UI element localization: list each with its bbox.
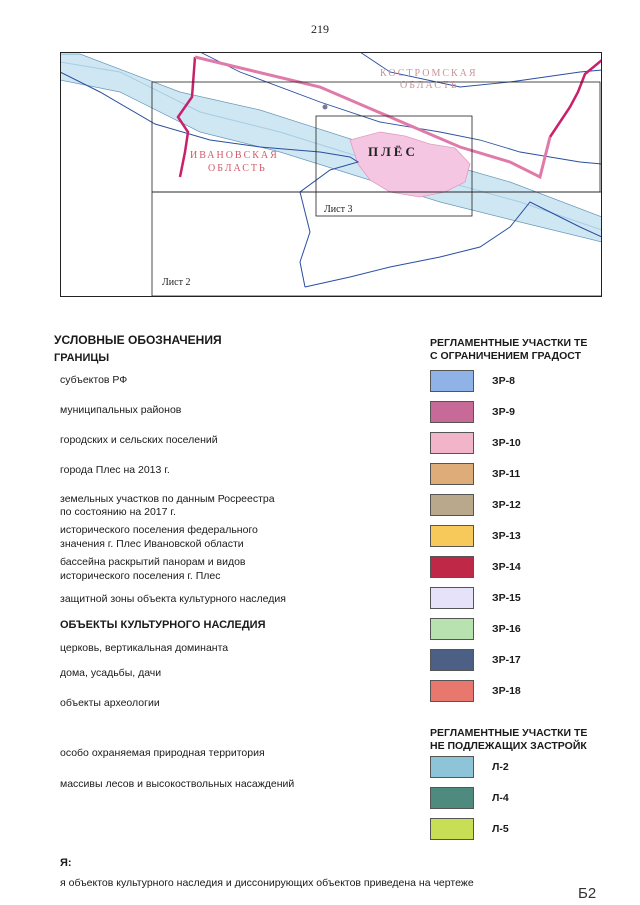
zone-code: ЗР-13 (492, 530, 521, 542)
zone-code: ЗР-9 (492, 406, 515, 418)
legend-item-land-2: по состоянию на 2017 г. (60, 506, 176, 518)
zone-swatch (430, 463, 474, 485)
zone-legend-item (430, 401, 602, 427)
ivanovo-label-1: ИВАНОВСКАЯ (190, 150, 279, 161)
city-label: ПЛЁС (368, 144, 418, 159)
legend-item-city-2013: города Плес на 2013 г. (60, 464, 170, 476)
zone-swatch (430, 401, 474, 423)
legend-item-districts: муниципальных районов (60, 404, 182, 416)
zone-legend-item (430, 756, 602, 782)
zone-swatch (430, 370, 474, 392)
zone-swatch (430, 756, 474, 778)
legend-item-settlements: городских и сельских поселений (60, 434, 218, 446)
page-number: 219 (311, 22, 329, 36)
legend-item-houses: дома, усадьбы, дачи (60, 667, 162, 679)
zone-legend-item (430, 432, 602, 458)
zone-legend-item (430, 680, 602, 706)
zones-header-1a: РЕГЛАМЕНТНЫЕ УЧАСТКИ ТЕ (430, 337, 588, 349)
zone-code: Л-4 (492, 792, 509, 804)
zone-legend-item (430, 618, 602, 644)
notes-text: я объектов культурного наследия и диссонирующих объектов приведена на чертеже (60, 877, 474, 889)
church-marker (323, 105, 328, 110)
zones-header-1b: С ОГРАНИЧЕНИЕМ ГРАДОСТ (430, 350, 581, 362)
zone-code: ЗР-15 (492, 592, 521, 604)
zone-legend-item (430, 556, 602, 582)
zone-legend-item (430, 649, 602, 675)
zone-swatch (430, 787, 474, 809)
zone-code: ЗР-12 (492, 499, 521, 511)
legend-item-panorama-1: бассейна раскрытий панорам и видов (60, 556, 246, 568)
legend-item-historic-2: значения г. Плес Ивановской области (60, 538, 244, 550)
legend-item-forests: массивы лесов и высокоствольных насаждений (60, 778, 295, 790)
zone-legend-item (430, 525, 602, 551)
zones-header-2b: НЕ ПОДЛЕЖАЩИХ ЗАСТРОЙК (430, 740, 587, 752)
legend-item-church: церковь, вертикальная доминанта (60, 642, 229, 654)
zone-code: ЗР-18 (492, 685, 521, 697)
legend-title: УСЛОВНЫЕ ОБОЗНАЧЕНИЯ (54, 333, 222, 347)
subject-boundary-east (550, 60, 602, 137)
zones-header-2a: РЕГЛАМЕНТНЫЕ УЧАСТКИ ТЕ (430, 727, 588, 739)
zone-swatch (430, 680, 474, 702)
notes-header: Я: (60, 857, 72, 869)
sheet3-label: Лист 3 (324, 204, 353, 215)
zone-swatch (430, 587, 474, 609)
zone-swatch (430, 818, 474, 840)
zone-code: Л-5 (492, 823, 509, 835)
zone-legend-item (430, 370, 602, 396)
zone-swatch (430, 556, 474, 578)
zone-code: ЗР-8 (492, 375, 515, 387)
legend-item-protection-zone: защитной зоны объекта культурного наследия (60, 593, 286, 605)
zone-swatch (430, 494, 474, 516)
map-fragment (60, 52, 602, 297)
zone-legend-item (430, 587, 602, 613)
ivanovo-label-2: ОБЛАСТЬ (208, 163, 267, 174)
zone-code: ЗР-16 (492, 623, 521, 635)
zone-code: ЗР-11 (492, 468, 521, 480)
zone-legend-item (430, 463, 602, 489)
kostroma-label-1: КОСТРОМСКАЯ (380, 68, 478, 79)
legend-item-land-1: земельных участков по данным Росреестра (60, 493, 275, 505)
zone-swatch (430, 649, 474, 671)
zone-code: ЗР-14 (492, 561, 521, 573)
heritage-header: ОБЪЕКТЫ КУЛЬТУРНОГО НАСЛЕДИЯ (60, 619, 266, 631)
zone-swatch (430, 432, 474, 454)
kostroma-label-2: ОБЛАСТЬ (400, 80, 459, 91)
corner-mark: Б2 (578, 885, 597, 902)
legend-item-subjects: субъектов РФ (60, 374, 128, 386)
legend-item-historic-1: исторического поселения федерального (60, 524, 258, 536)
zone-code: ЗР-10 (492, 437, 521, 449)
legend-item-protected-area: особо охраняемая природная территория (60, 747, 265, 759)
zone-code: Л-2 (492, 761, 509, 773)
sheet2-label: Лист 2 (162, 277, 191, 288)
zone-swatch (430, 525, 474, 547)
zone-code: ЗР-17 (492, 654, 521, 666)
legend-item-archaeology: объекты археологии (60, 697, 160, 709)
legend-item-panorama-2: исторического поселения г. Плес (60, 570, 221, 582)
zone-legend-item (430, 494, 602, 520)
zone-legend-item (430, 818, 602, 844)
city-area (350, 132, 470, 197)
zone-swatch (430, 618, 474, 640)
boundaries-header: ГРАНИЦЫ (54, 352, 110, 364)
zone-legend-item (430, 787, 602, 813)
